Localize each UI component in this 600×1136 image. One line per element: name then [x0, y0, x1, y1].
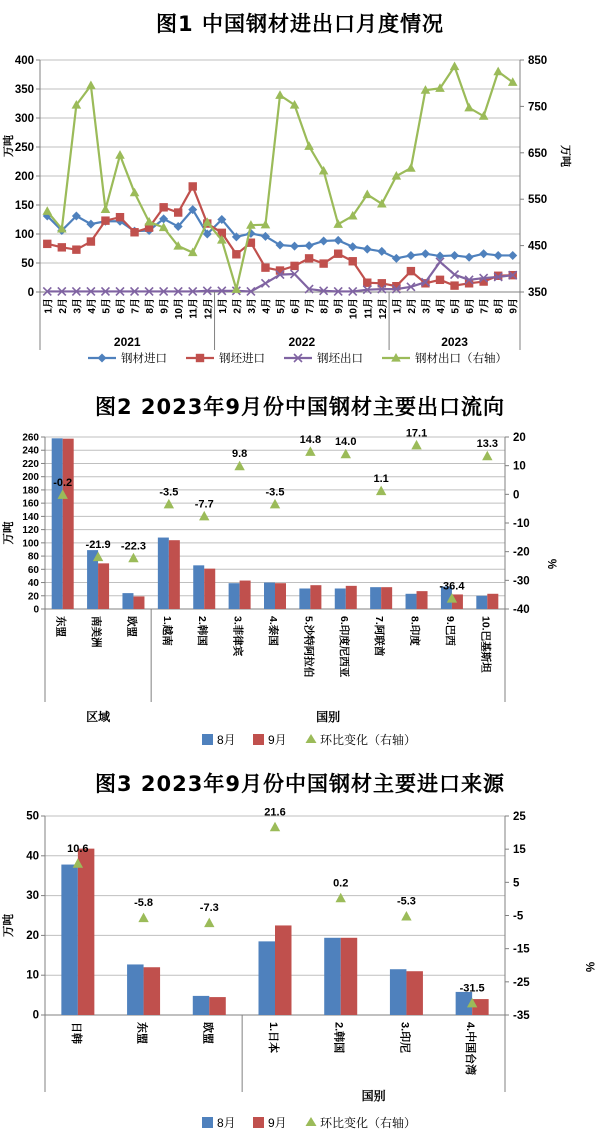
c3-legend [202, 1115, 416, 1130]
svg-text:850: 850 [528, 55, 548, 67]
chart1-line-chart [0, 40, 600, 385]
svg-text:650: 650 [528, 147, 548, 160]
svg-text:-0.2: -0.2 [53, 476, 73, 489]
svg-text:3月: 3月 [72, 298, 84, 314]
svg-text:%: % [583, 961, 595, 973]
svg-text:钢材进口: 钢材进口 [121, 353, 167, 365]
svg-text:5月: 5月 [276, 298, 287, 314]
svg-text:750: 750 [528, 101, 548, 114]
svg-text:12月: 12月 [377, 298, 389, 320]
svg-text:-36.4: -36.4 [439, 580, 465, 593]
svg-text:10月: 10月 [174, 298, 186, 320]
svg-text:10: 10 [26, 969, 39, 982]
figure-1 [0, 0, 600, 385]
svg-text:0.2: 0.2 [333, 877, 349, 890]
svg-text:万吨: 万吨 [3, 521, 15, 545]
figure-2 [0, 385, 600, 754]
svg-text:环比变化（右轴）: 环比变化（右轴） [320, 1116, 417, 1130]
svg-text:350: 350 [528, 287, 548, 299]
c2-legend [202, 732, 416, 747]
svg-text:6月: 6月 [116, 298, 127, 314]
svg-text:-3.5: -3.5 [265, 486, 285, 499]
svg-text:15: 15 [513, 844, 526, 857]
svg-text:东盟: 东盟 [135, 1022, 148, 1044]
svg-text:4.泰国: 4.泰国 [267, 616, 279, 646]
svg-text:21.6: 21.6 [264, 806, 286, 819]
svg-text:1.日本: 1.日本 [267, 1022, 279, 1054]
svg-text:4月: 4月 [436, 298, 447, 314]
chart2-bar-chart [0, 424, 600, 754]
svg-text:180: 180 [22, 485, 39, 497]
svg-text:10月: 10月 [348, 298, 360, 320]
svg-text:0: 0 [32, 1009, 39, 1022]
chart3-title: 图3 2023年9月份中国钢材主要进口来源 [95, 772, 505, 796]
svg-text:10.巴基斯坦: 10.巴基斯坦 [479, 616, 492, 673]
svg-text:欧盟: 欧盟 [201, 1022, 214, 1044]
svg-text:2.韩国: 2.韩国 [196, 616, 209, 646]
svg-text:8月: 8月 [319, 298, 331, 314]
svg-text:-15: -15 [513, 943, 530, 956]
svg-text:25: 25 [513, 811, 526, 823]
svg-text:区域: 区域 [86, 710, 111, 724]
svg-text:3.印尼: 3.印尼 [398, 1022, 411, 1054]
svg-text:400: 400 [14, 55, 34, 67]
svg-text:-21.9: -21.9 [85, 539, 111, 552]
svg-text:0: 0 [33, 604, 39, 616]
svg-text:-35: -35 [513, 1010, 530, 1022]
chart1-legend [88, 351, 507, 365]
svg-text:7月: 7月 [305, 298, 317, 314]
svg-text:2月: 2月 [406, 298, 418, 314]
svg-text:2月: 2月 [232, 298, 244, 314]
svg-text:-7.3: -7.3 [199, 902, 219, 915]
svg-text:2023: 2023 [441, 335, 468, 349]
svg-text:6月: 6月 [465, 298, 477, 314]
svg-text:20: 20 [26, 929, 39, 942]
svg-text:60: 60 [27, 564, 39, 576]
svg-text:6月: 6月 [290, 298, 302, 314]
svg-text:5月: 5月 [450, 298, 462, 314]
svg-text:220: 220 [22, 458, 39, 470]
svg-text:6.印度尼西亚: 6.印度尼西亚 [337, 616, 350, 678]
c3-bars [61, 849, 488, 1015]
svg-text:3月: 3月 [421, 298, 433, 314]
svg-text:450: 450 [528, 240, 548, 253]
svg-text:国别: 国别 [361, 1089, 386, 1103]
svg-text:9.8: 9.8 [231, 448, 248, 461]
svg-text:欧盟: 欧盟 [125, 616, 138, 637]
svg-text:1.1: 1.1 [373, 473, 389, 486]
svg-text:17.1: 17.1 [405, 427, 428, 440]
svg-text:-5: -5 [513, 910, 524, 923]
svg-text:1月: 1月 [217, 298, 229, 314]
svg-text:-20: -20 [513, 546, 530, 559]
svg-text:9.巴西: 9.巴西 [443, 616, 456, 646]
svg-text:9月: 9月 [268, 733, 287, 747]
svg-text:8月: 8月 [217, 733, 236, 747]
svg-text:钢坯出口: 钢坯出口 [317, 353, 363, 365]
svg-text:8.印度: 8.印度 [408, 616, 421, 646]
svg-text:0: 0 [27, 287, 34, 299]
svg-text:30: 30 [26, 890, 39, 903]
svg-text:万吨: 万吨 [3, 914, 15, 937]
c2-change-markers [53, 427, 498, 602]
svg-text:11月: 11月 [363, 298, 375, 319]
svg-text:150: 150 [14, 200, 34, 212]
svg-text:140: 140 [22, 511, 39, 523]
svg-text:40: 40 [27, 578, 39, 590]
chart1-series [42, 61, 517, 295]
svg-text:100: 100 [22, 538, 39, 550]
svg-text:50: 50 [21, 258, 34, 270]
svg-text:11月: 11月 [188, 298, 200, 319]
c2-category-axis [45, 609, 505, 724]
svg-text:东盟: 东盟 [54, 616, 67, 637]
svg-text:2022: 2022 [288, 335, 316, 349]
c3-category-axis [45, 1015, 505, 1103]
svg-text:300: 300 [14, 113, 34, 125]
svg-text:-25: -25 [513, 976, 530, 989]
svg-text:20: 20 [27, 591, 39, 603]
svg-text:9月: 9月 [268, 1116, 287, 1130]
svg-text:14.8: 14.8 [299, 433, 322, 446]
svg-text:2月: 2月 [57, 298, 69, 314]
svg-text:7.阿联酋: 7.阿联酋 [373, 616, 386, 657]
svg-text:-40: -40 [513, 604, 530, 616]
chart1-month-axis [40, 292, 520, 350]
svg-text:钢材出口（右轴）: 钢材出口（右轴） [415, 353, 507, 365]
svg-text:9月: 9月 [334, 298, 346, 314]
svg-text:万吨: 万吨 [3, 135, 15, 157]
svg-text:-22.3: -22.3 [120, 540, 147, 553]
svg-text:50: 50 [26, 810, 39, 823]
svg-text:日韩: 日韩 [69, 1022, 82, 1044]
svg-text:10: 10 [513, 460, 526, 473]
svg-text:-10: -10 [513, 518, 530, 530]
svg-text:7月: 7月 [479, 298, 491, 314]
svg-text:20: 20 [513, 432, 526, 444]
svg-text:-3.5: -3.5 [159, 486, 179, 499]
svg-text:万吨: 万吨 [559, 145, 571, 167]
svg-text:8月: 8月 [217, 1116, 236, 1130]
svg-text:-5.3: -5.3 [396, 895, 416, 908]
svg-text:4月: 4月 [86, 298, 98, 314]
svg-text:4.中国台湾: 4.中国台湾 [464, 1022, 477, 1076]
svg-text:250: 250 [14, 142, 34, 154]
svg-text:7月: 7月 [130, 298, 142, 314]
svg-text:3月: 3月 [246, 298, 258, 314]
svg-text:100: 100 [14, 229, 34, 241]
svg-text:5.沙特阿拉伯: 5.沙特阿拉伯 [302, 616, 315, 678]
svg-text:-31.5: -31.5 [459, 982, 485, 995]
chart1-title: 图1 中国钢材进出口月度情况 [156, 12, 444, 36]
svg-text:2.韩国: 2.韩国 [332, 1022, 345, 1054]
svg-text:国别: 国别 [316, 710, 341, 724]
svg-text:40: 40 [26, 850, 39, 863]
svg-text:240: 240 [22, 445, 39, 457]
svg-text:260: 260 [22, 432, 39, 444]
svg-text:0: 0 [513, 489, 520, 502]
svg-text:8月: 8月 [494, 298, 506, 314]
figure-3 [0, 754, 600, 1135]
svg-text:10.6: 10.6 [67, 842, 89, 855]
svg-text:14.0: 14.0 [335, 436, 357, 449]
svg-text:5月: 5月 [101, 298, 113, 314]
svg-text:200: 200 [22, 472, 39, 484]
svg-text:%: % [545, 558, 557, 570]
svg-text:钢坯进口: 钢坯进口 [219, 353, 265, 365]
svg-text:-7.7: -7.7 [194, 498, 214, 511]
svg-text:550: 550 [528, 194, 548, 207]
chart2-title: 图2 2023年9月份中国钢材主要出口流向 [95, 395, 505, 419]
svg-text:80: 80 [27, 551, 39, 563]
svg-text:9月: 9月 [508, 298, 520, 314]
svg-text:-30: -30 [513, 575, 530, 588]
svg-text:1月: 1月 [392, 298, 404, 314]
chart3-bar-chart [0, 802, 600, 1135]
svg-text:13.3: 13.3 [476, 438, 499, 451]
svg-text:南美洲: 南美洲 [90, 616, 103, 648]
svg-text:200: 200 [14, 171, 34, 183]
svg-text:1.越南: 1.越南 [160, 616, 173, 646]
svg-text:120: 120 [22, 525, 39, 537]
svg-text:9月: 9月 [159, 298, 171, 314]
svg-text:2021: 2021 [113, 335, 141, 349]
svg-text:3.菲律宾: 3.菲律宾 [231, 616, 244, 657]
svg-text:5: 5 [513, 877, 520, 890]
svg-text:环比变化（右轴）: 环比变化（右轴） [320, 733, 417, 747]
svg-text:12月: 12月 [203, 298, 215, 320]
svg-text:1月: 1月 [43, 298, 55, 314]
svg-text:-5.8: -5.8 [134, 897, 154, 910]
svg-text:160: 160 [22, 498, 39, 510]
svg-text:350: 350 [14, 84, 34, 96]
svg-text:4月: 4月 [261, 298, 273, 314]
svg-text:8月: 8月 [145, 298, 157, 314]
